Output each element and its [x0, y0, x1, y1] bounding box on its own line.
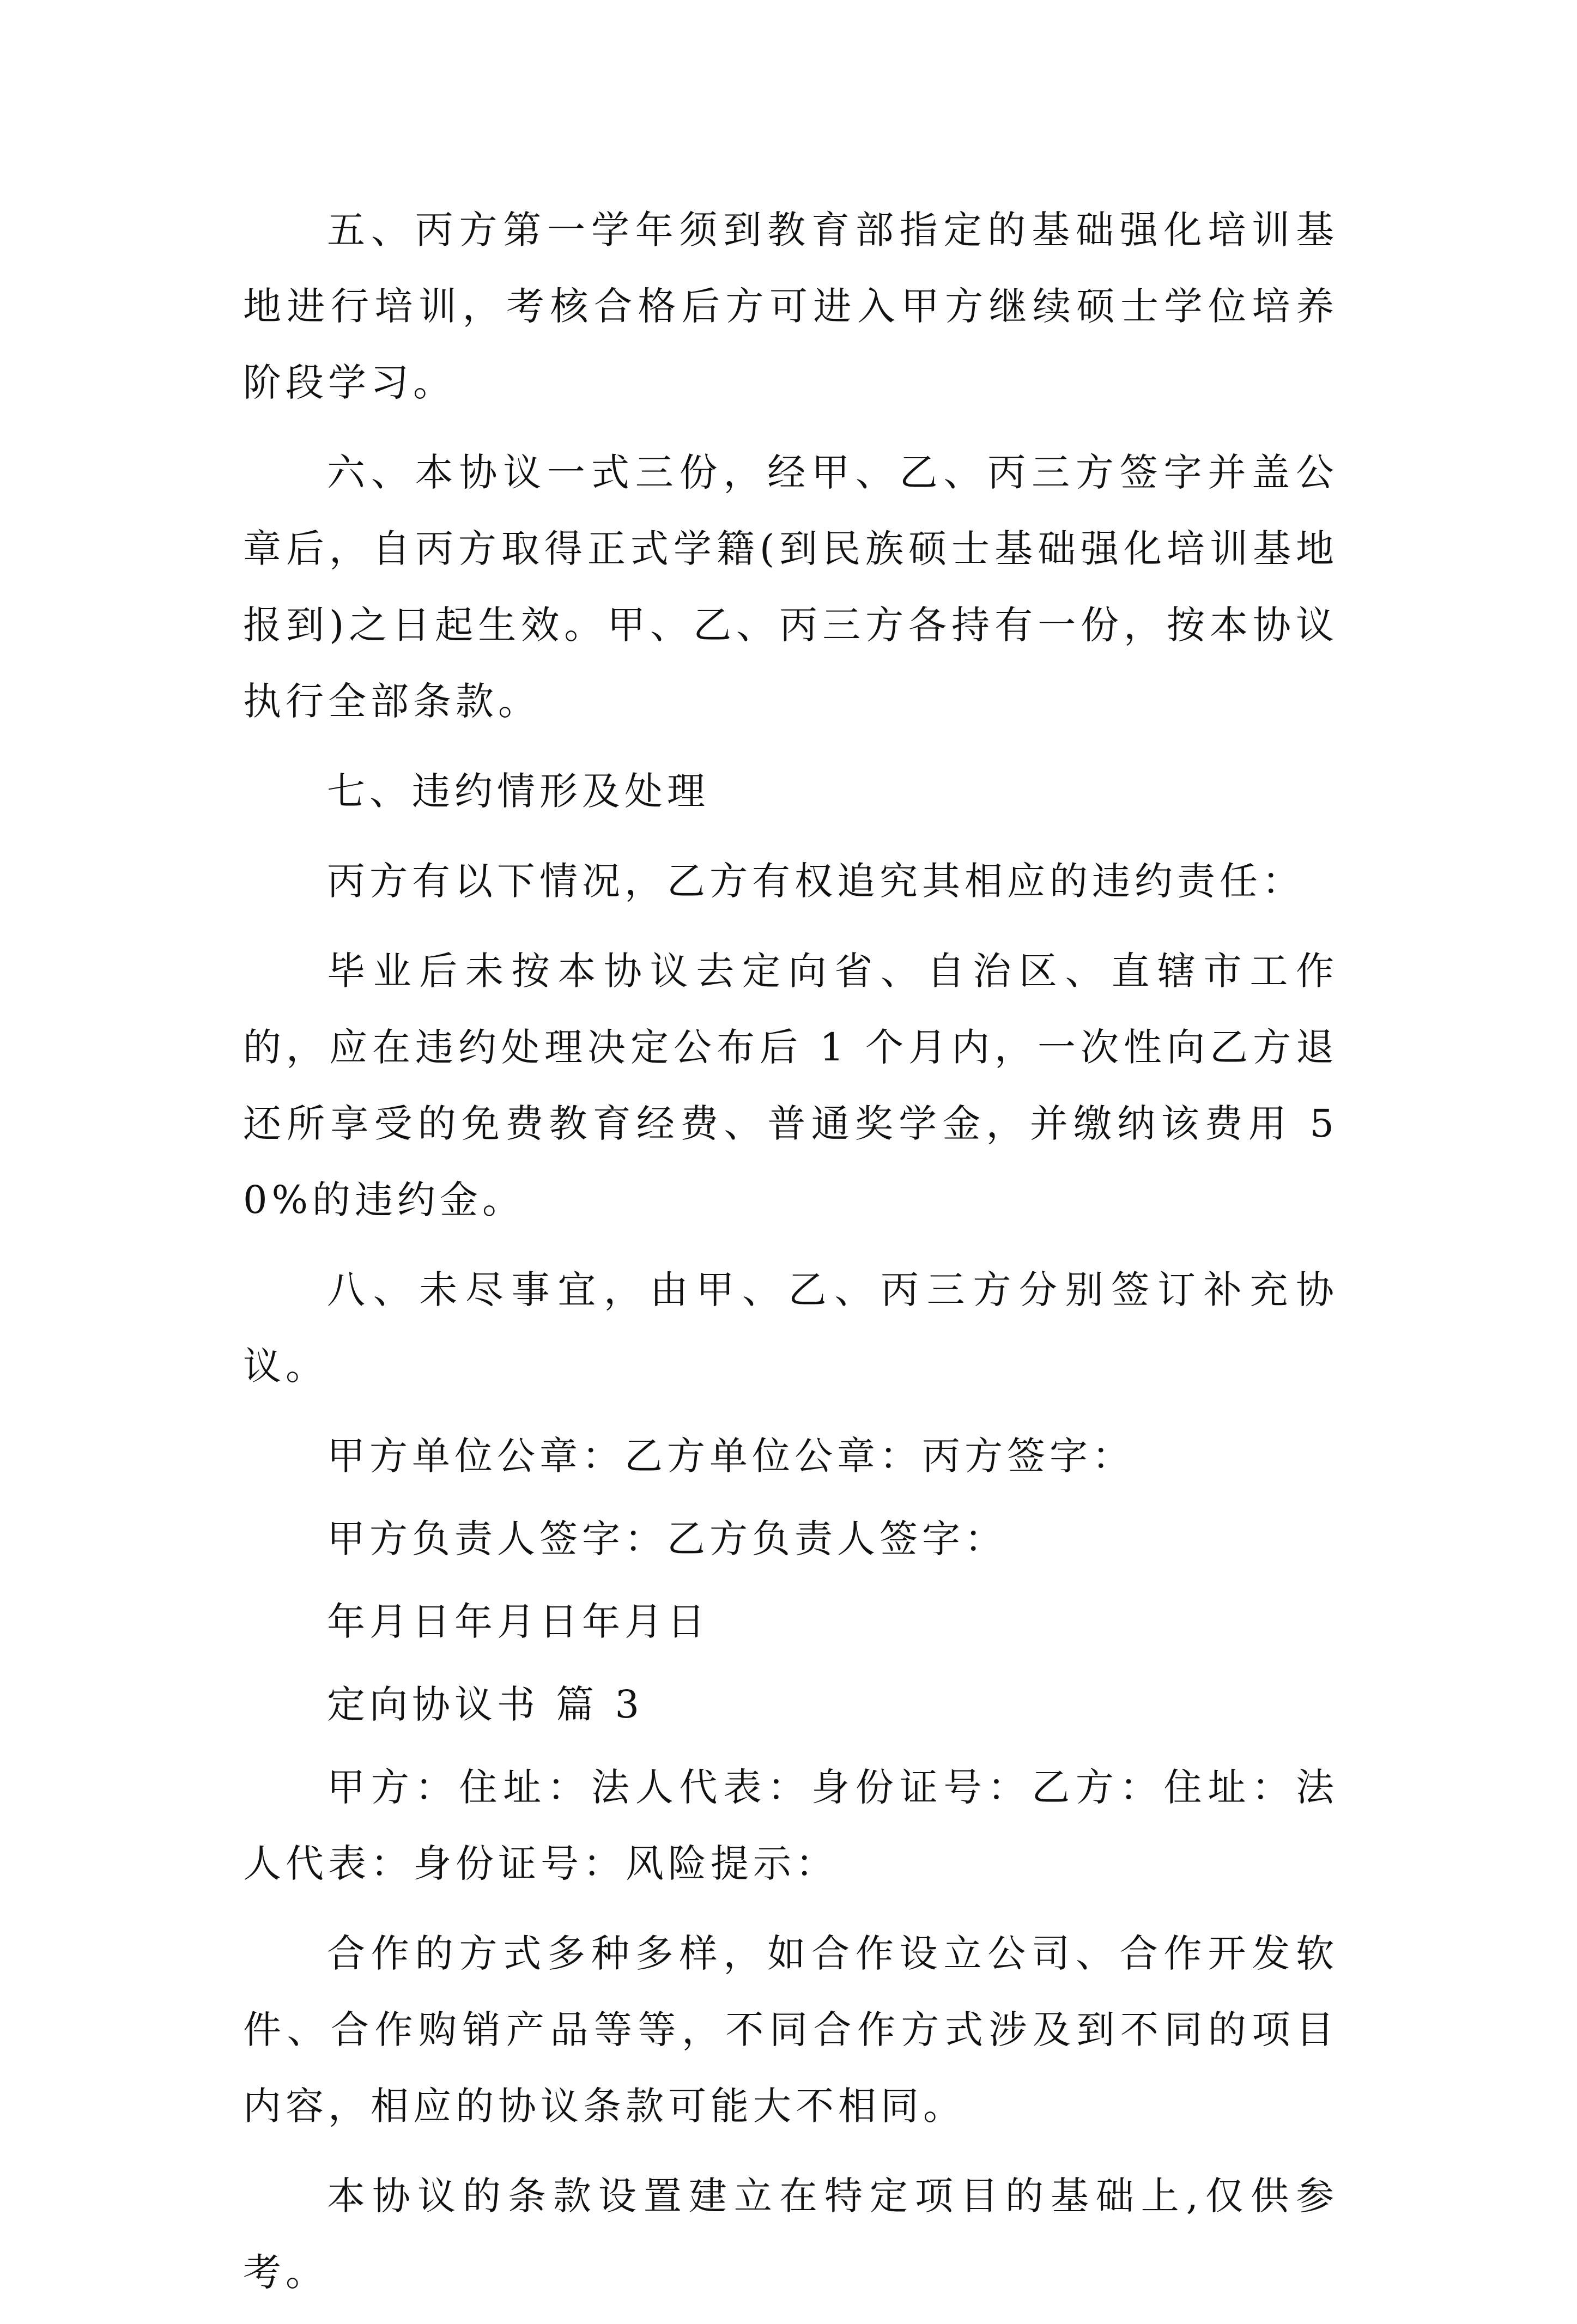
signature-seal-line: 甲方单位公章：乙方单位公章：丙方签字：: [327, 1434, 1135, 1478]
paragraph-clause-8: 八、未尽事宜，由甲、乙、丙三方分别签订补充协议。: [243, 1267, 1338, 1388]
signature-date-line: 年月日年月日年月日: [327, 1599, 709, 1644]
paragraph-breach-intro: 丙方有以下情况，乙方有权追究其相应的违约责任：: [327, 859, 1305, 903]
paragraph-clause-5: 五、丙方第一学年须到教育部指定的基础强化培训基地进行培训，考核合格后方可进入甲方继续硕士学位培养阶段学习。: [243, 208, 1338, 405]
signature-responsible-line: 甲方负责人签字：乙方负责人签字：: [327, 1516, 1007, 1561]
paragraph-clause-7-heading: 七、违约情形及处理: [327, 769, 709, 814]
document-body: [243, 192, 1338, 2324]
paragraph-reference-note: 本协议的条款设置建立在特定项目的基础上,仅供参考。: [243, 2174, 1338, 2295]
paragraph-parties: 甲方：住址：法人代表：身份证号：乙方：住址：法人代表：身份证号：风险提示：: [243, 1765, 1338, 1886]
section-title-part-3: 定向协议书 篇 3: [327, 1682, 644, 1727]
paragraph-risk-note: 合作的方式多种多样，如合作设立公司、合作开发软件、合作购销产品等等，不同合作方式涉及到不同的项目内容，相应的协议条款可能大不相同。: [243, 1931, 1338, 2128]
paragraph-breach-detail: 毕业后未按本协议去定向省、自治区、直辖市工作的，应在违约处理决定公布后 1 个月内，一次性向乙方退还所享受的免费教育经费、普通奖学金，并缴纳该费用 50%的违约金。: [243, 949, 1338, 1222]
paragraph-clause-6: 六、本协议一式三份，经甲、乙、丙三方签字并盖公章后，自丙方取得正式学籍(到民族硕士基础强化培训基地报到)之日起生效。甲、乙、丙三方各持有一份，按本协议执行全部条款。: [243, 450, 1338, 724]
